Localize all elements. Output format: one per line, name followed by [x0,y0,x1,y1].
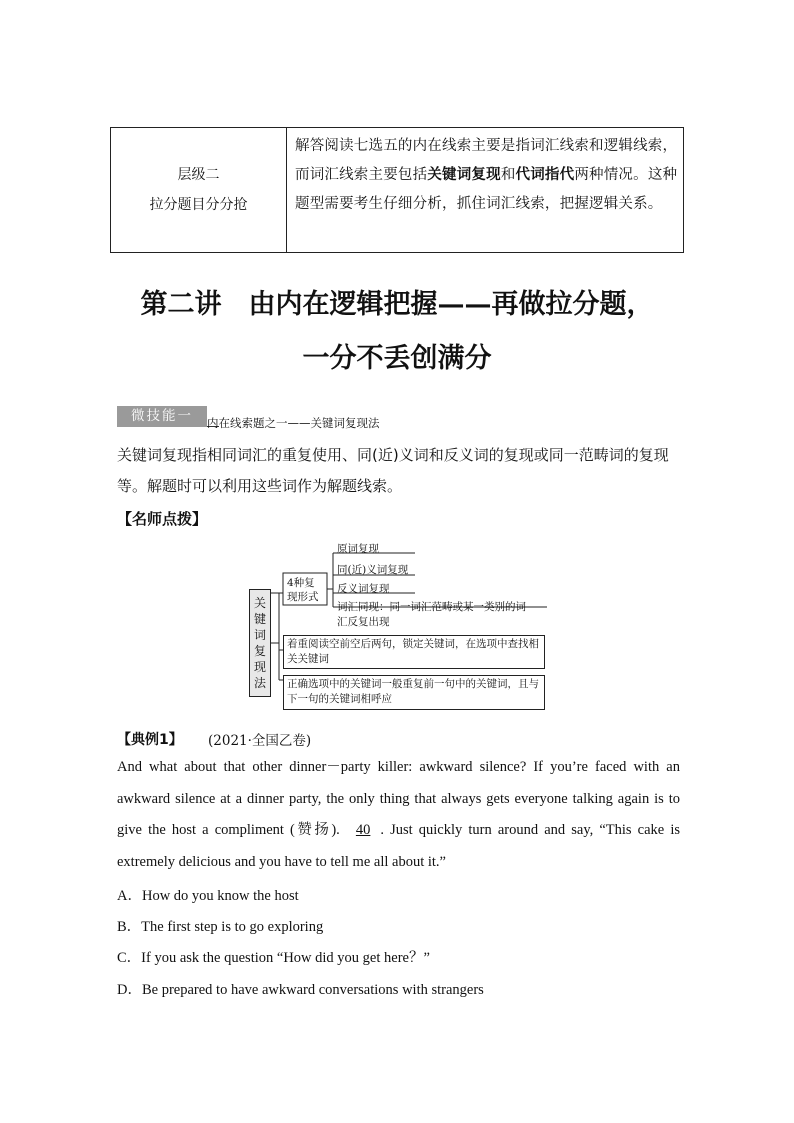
root-char: 词 [253,628,266,642]
keyword-diagram [247,535,547,711]
level-desc: 拉分题目分分抢 [149,197,248,213]
form-synonym: 同(近)义词复现 [337,564,409,576]
form-cooccurrence-2: 汇反复出现 [337,616,390,628]
lecture-title-line1: 第二讲 由内在逻辑把握——再做拉分题， [140,289,654,320]
four-forms-line2: 现形式 [287,591,319,603]
root-char: 关 [253,596,266,610]
option-a: A．How do you know the host [117,888,299,904]
skill-title: 内在线索题之一——关键词复现法 [207,416,380,430]
tip-label: 【名师点拨】 [117,510,208,528]
level-cell [111,128,287,252]
skill-tag: 微技能一 [117,406,207,427]
form-antonym: 反义词复现 [337,583,390,595]
four-forms-line1: 4种复 [287,577,315,589]
desc-bold-1: 关键词复现 [427,167,501,183]
root-char: 现 [253,660,266,674]
form-cooccurrence-1: 词汇同现：同一词汇范畴或某一类别的词 [337,601,526,613]
method-box-1: 着重阅读空前空后两句，锁定关键词，在选项中查找相关关键词 [283,635,545,669]
desc-text-2: 和 [500,167,516,183]
root-box [249,589,271,697]
lecture-title-line2: 一分不丢创满分 [302,343,492,374]
example-label: 【典例1】 [117,732,183,748]
method-box-2: 正确选项中的关键词一般重复前一句中的关键词，且与下一句的关键词相呼应 [283,675,545,710]
root-char: 复 [253,644,266,658]
example-source: (2021·全国乙卷) [208,733,312,749]
passage-text-1: And what about that other dinner－party killer: awkward silence? If you’re faced with an awkward silence at a dinner party, the only thing that always gets everyone talking again is to give the host a compliment (赞扬). [117,759,680,838]
level-table [110,127,684,253]
option-c: C．If you ask the question “How did you get here？” [117,950,430,966]
root-char: 键 [253,612,266,626]
form-original: 原词复现 [337,543,379,555]
level-description [295,132,679,219]
level-name: 层级二 [177,167,220,183]
desc-text-1: 解答阅读七选五的内在线索主要是指词汇线索和逻辑线索，而词汇线索主要包括 [295,138,678,183]
option-d: D．Be prepared to have awkward conversations with strangers [117,982,484,998]
answer-blank: 40 [355,822,371,838]
option-b: B．The first step is to go exploring [117,919,324,935]
desc-text-3: 两种情况。这种题型需要考生仔细分析，抓住词汇线索，把握逻辑关系。 [295,167,678,212]
intro-paragraph: 关键词复现指相同词汇的重复使用、同(近)义词和反义词的复现或同一范畴词的复现等。解题时可以利用这些词作为解题线索。 [117,446,669,495]
root-char: 法 [253,676,266,690]
example-passage [117,752,680,878]
passage-text-2: . Just quickly turn around and say, “This cake is extremely delicious and you have to tell me all about it.” [117,822,680,870]
desc-bold-2: 代词指代 [515,167,575,183]
